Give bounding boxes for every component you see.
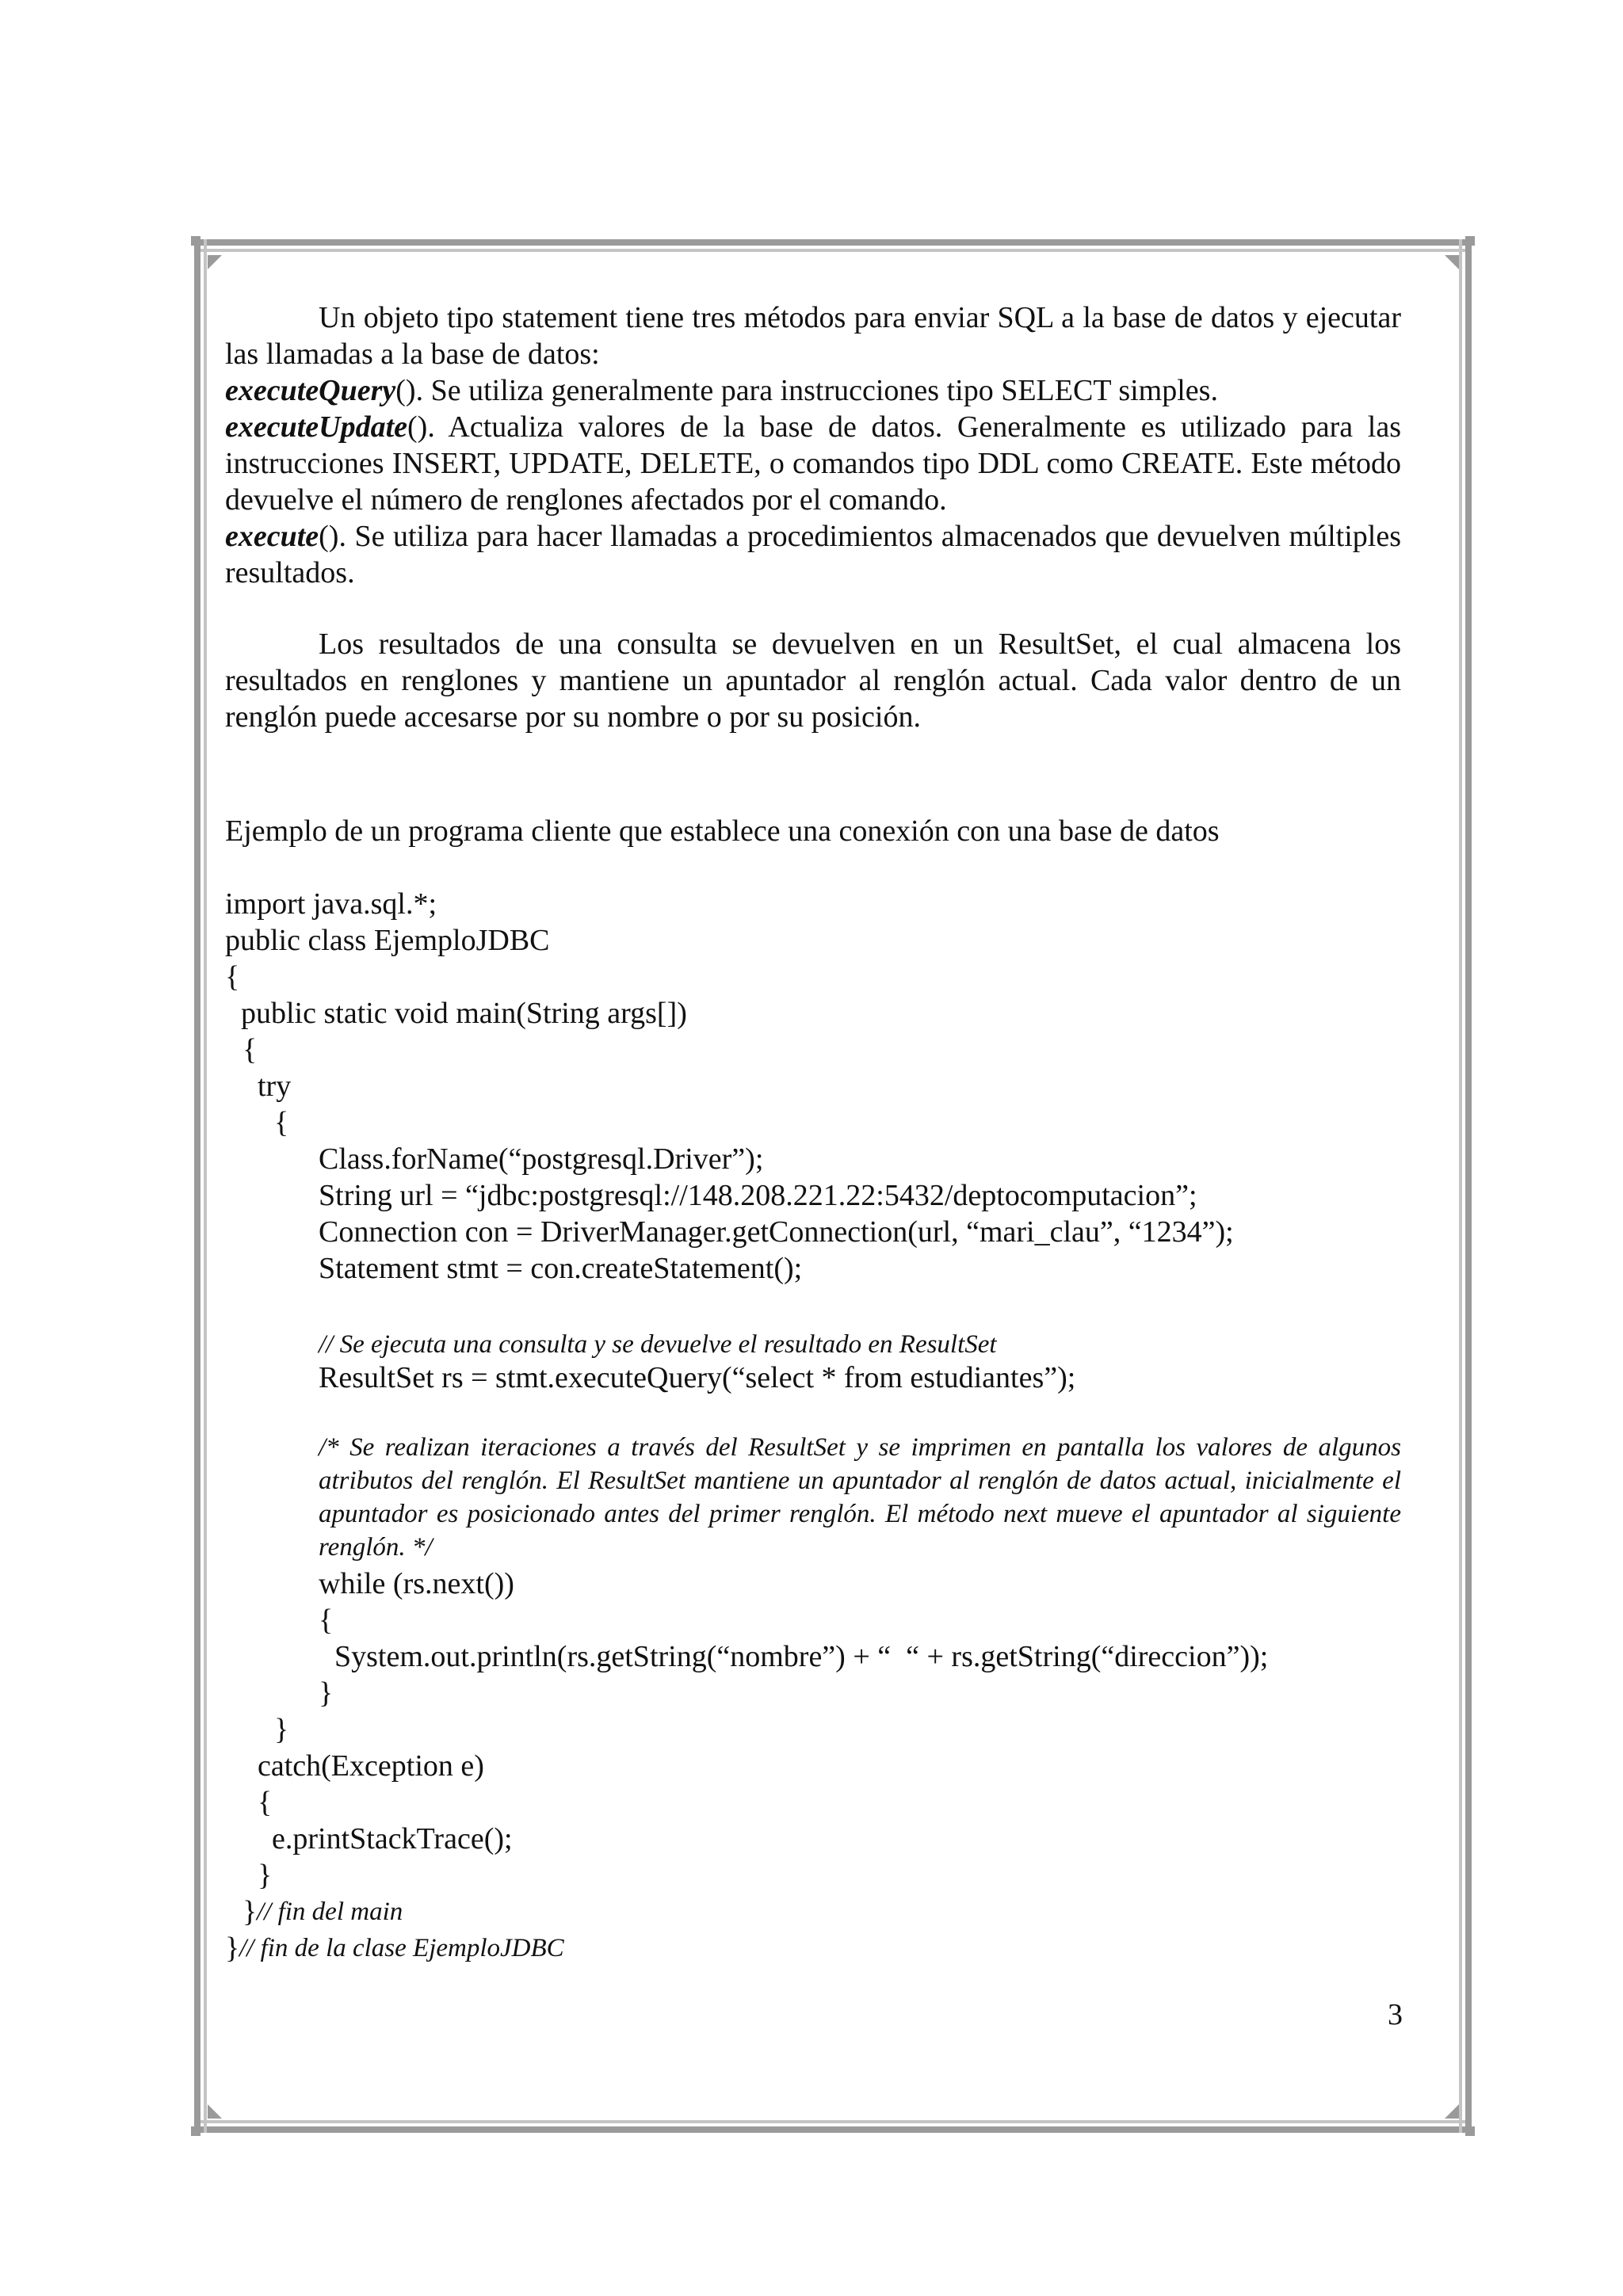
code-line: System.out.println(rs.getString(“nombre”) + “ “ + rs.getString(“direccion”)); [334, 1640, 1269, 1673]
code-line: Connection con = DriverManager.getConnection(url, “mari_clau”, “1234”); [319, 1215, 1234, 1249]
code-line: public static void main(String args[]) [241, 997, 687, 1030]
corner-ornament-top-right [1445, 255, 1459, 269]
method-item [225, 409, 1401, 518]
intro-paragraph [225, 299, 1401, 591]
page-number: 3 [1388, 1998, 1403, 2031]
method-name: execute [225, 520, 319, 553]
code-line: try [258, 1070, 292, 1103]
code-line: { [242, 1033, 258, 1066]
code-line: { [225, 960, 240, 994]
corner-top-right [1465, 236, 1475, 246]
code-line: Statement stmt = con.createStatement(); [319, 1252, 803, 1285]
frame-left-inner [204, 239, 207, 2133]
corner-bottom-right [1465, 2126, 1475, 2136]
method-item [225, 518, 1401, 591]
method-description: (). Se utiliza para hacer llamadas a procedimientos almacenados que devuelven múltiples resultados. [225, 520, 1401, 589]
code-comment: // Se ejecuta una consulta y se devuelve el resultado en ResultSet [319, 1330, 997, 1359]
corner-ornament-top-left [208, 255, 222, 269]
code-line: Class.forName(“postgresql.Driver”); [319, 1142, 764, 1176]
method-description: (). Se utiliza generalmente para instrucciones tipo SELECT simples. [395, 374, 1218, 407]
frame-bottom-inner [194, 2120, 1472, 2123]
frame-top-outer [194, 239, 1472, 246]
code-line: ResultSet rs = stmt.executeQuery(“select * from estudiantes”); [319, 1361, 1076, 1394]
code-line: e.printStackTrace(); [272, 1822, 513, 1855]
resultset-paragraph [225, 626, 1401, 735]
method-item [225, 372, 1401, 409]
corner-top-left [191, 236, 200, 246]
resultset-text: Los resultados de una consulta se devuelven en un ResultSet, el cual almacena los resultados en renglones y mantiene un apuntador al renglón actual. Cada valor dentro de un renglón puede accesarse por su nombre o por su posición. [225, 627, 1401, 734]
frame-bottom-outer [194, 2126, 1472, 2133]
code-comment: // fin del main [257, 1897, 403, 1926]
code-line: String url = “jdbc:postgresql://148.208.221.22:5432/deptocomputacion”; [319, 1179, 1197, 1212]
code-block-comment: /* Se realizan iteraciones a través del ResultSet y se imprimen en pantalla los valores de algunos atributos del renglón. El ResultSet mantiene un apuntador al renglón de datos actual, inicialmente el apuntador es posicionado antes del primer renglón. El método next mueve el apuntador al siguiente renglón. */ [319, 1433, 1401, 1562]
corner-ornament-bottom-left [208, 2104, 222, 2119]
method-description: (). Actualiza valores de la base de datos. Generalmente es utilizado para las instrucciones INSERT, UPDATE, DELETE, o comandos tipo DDL como CREATE. Este método devuelve el número de renglones afectados por el comando. [225, 410, 1401, 517]
code-line: } [225, 1932, 240, 1965]
frame-top-inner [194, 249, 1472, 252]
code-line: } [274, 1713, 289, 1746]
code-line: import java.sql.*; [225, 887, 437, 921]
code-line: { [319, 1604, 334, 1637]
code-line: } [258, 1859, 273, 1892]
code-comment: // fin de la clase EjemploJDBC [239, 1934, 564, 1962]
code-line: while (rs.next()) [319, 1567, 514, 1600]
frame-left-outer [194, 239, 200, 2133]
code-line: } [319, 1676, 334, 1710]
code-line: { [274, 1106, 289, 1139]
method-name: executeUpdate [225, 410, 408, 444]
code-line: { [258, 1786, 273, 1819]
method-name: executeQuery [225, 374, 396, 407]
code-line: public class EjemploJDBC [225, 924, 550, 957]
frame-right-inner [1459, 239, 1462, 2133]
intro-text: Un objeto tipo statement tiene tres métodos para enviar SQL a la base de datos y ejecutar las llamadas a la base de datos: [225, 301, 1401, 371]
corner-ornament-bottom-right [1445, 2104, 1459, 2119]
code-line: } [242, 1895, 258, 1928]
code-line: catch(Exception e) [258, 1749, 484, 1783]
frame-right-outer [1465, 239, 1472, 2133]
corner-bottom-left [191, 2126, 200, 2136]
example-heading: Ejemplo de un programa cliente que establece una conexión con una base de datos [225, 814, 1220, 848]
